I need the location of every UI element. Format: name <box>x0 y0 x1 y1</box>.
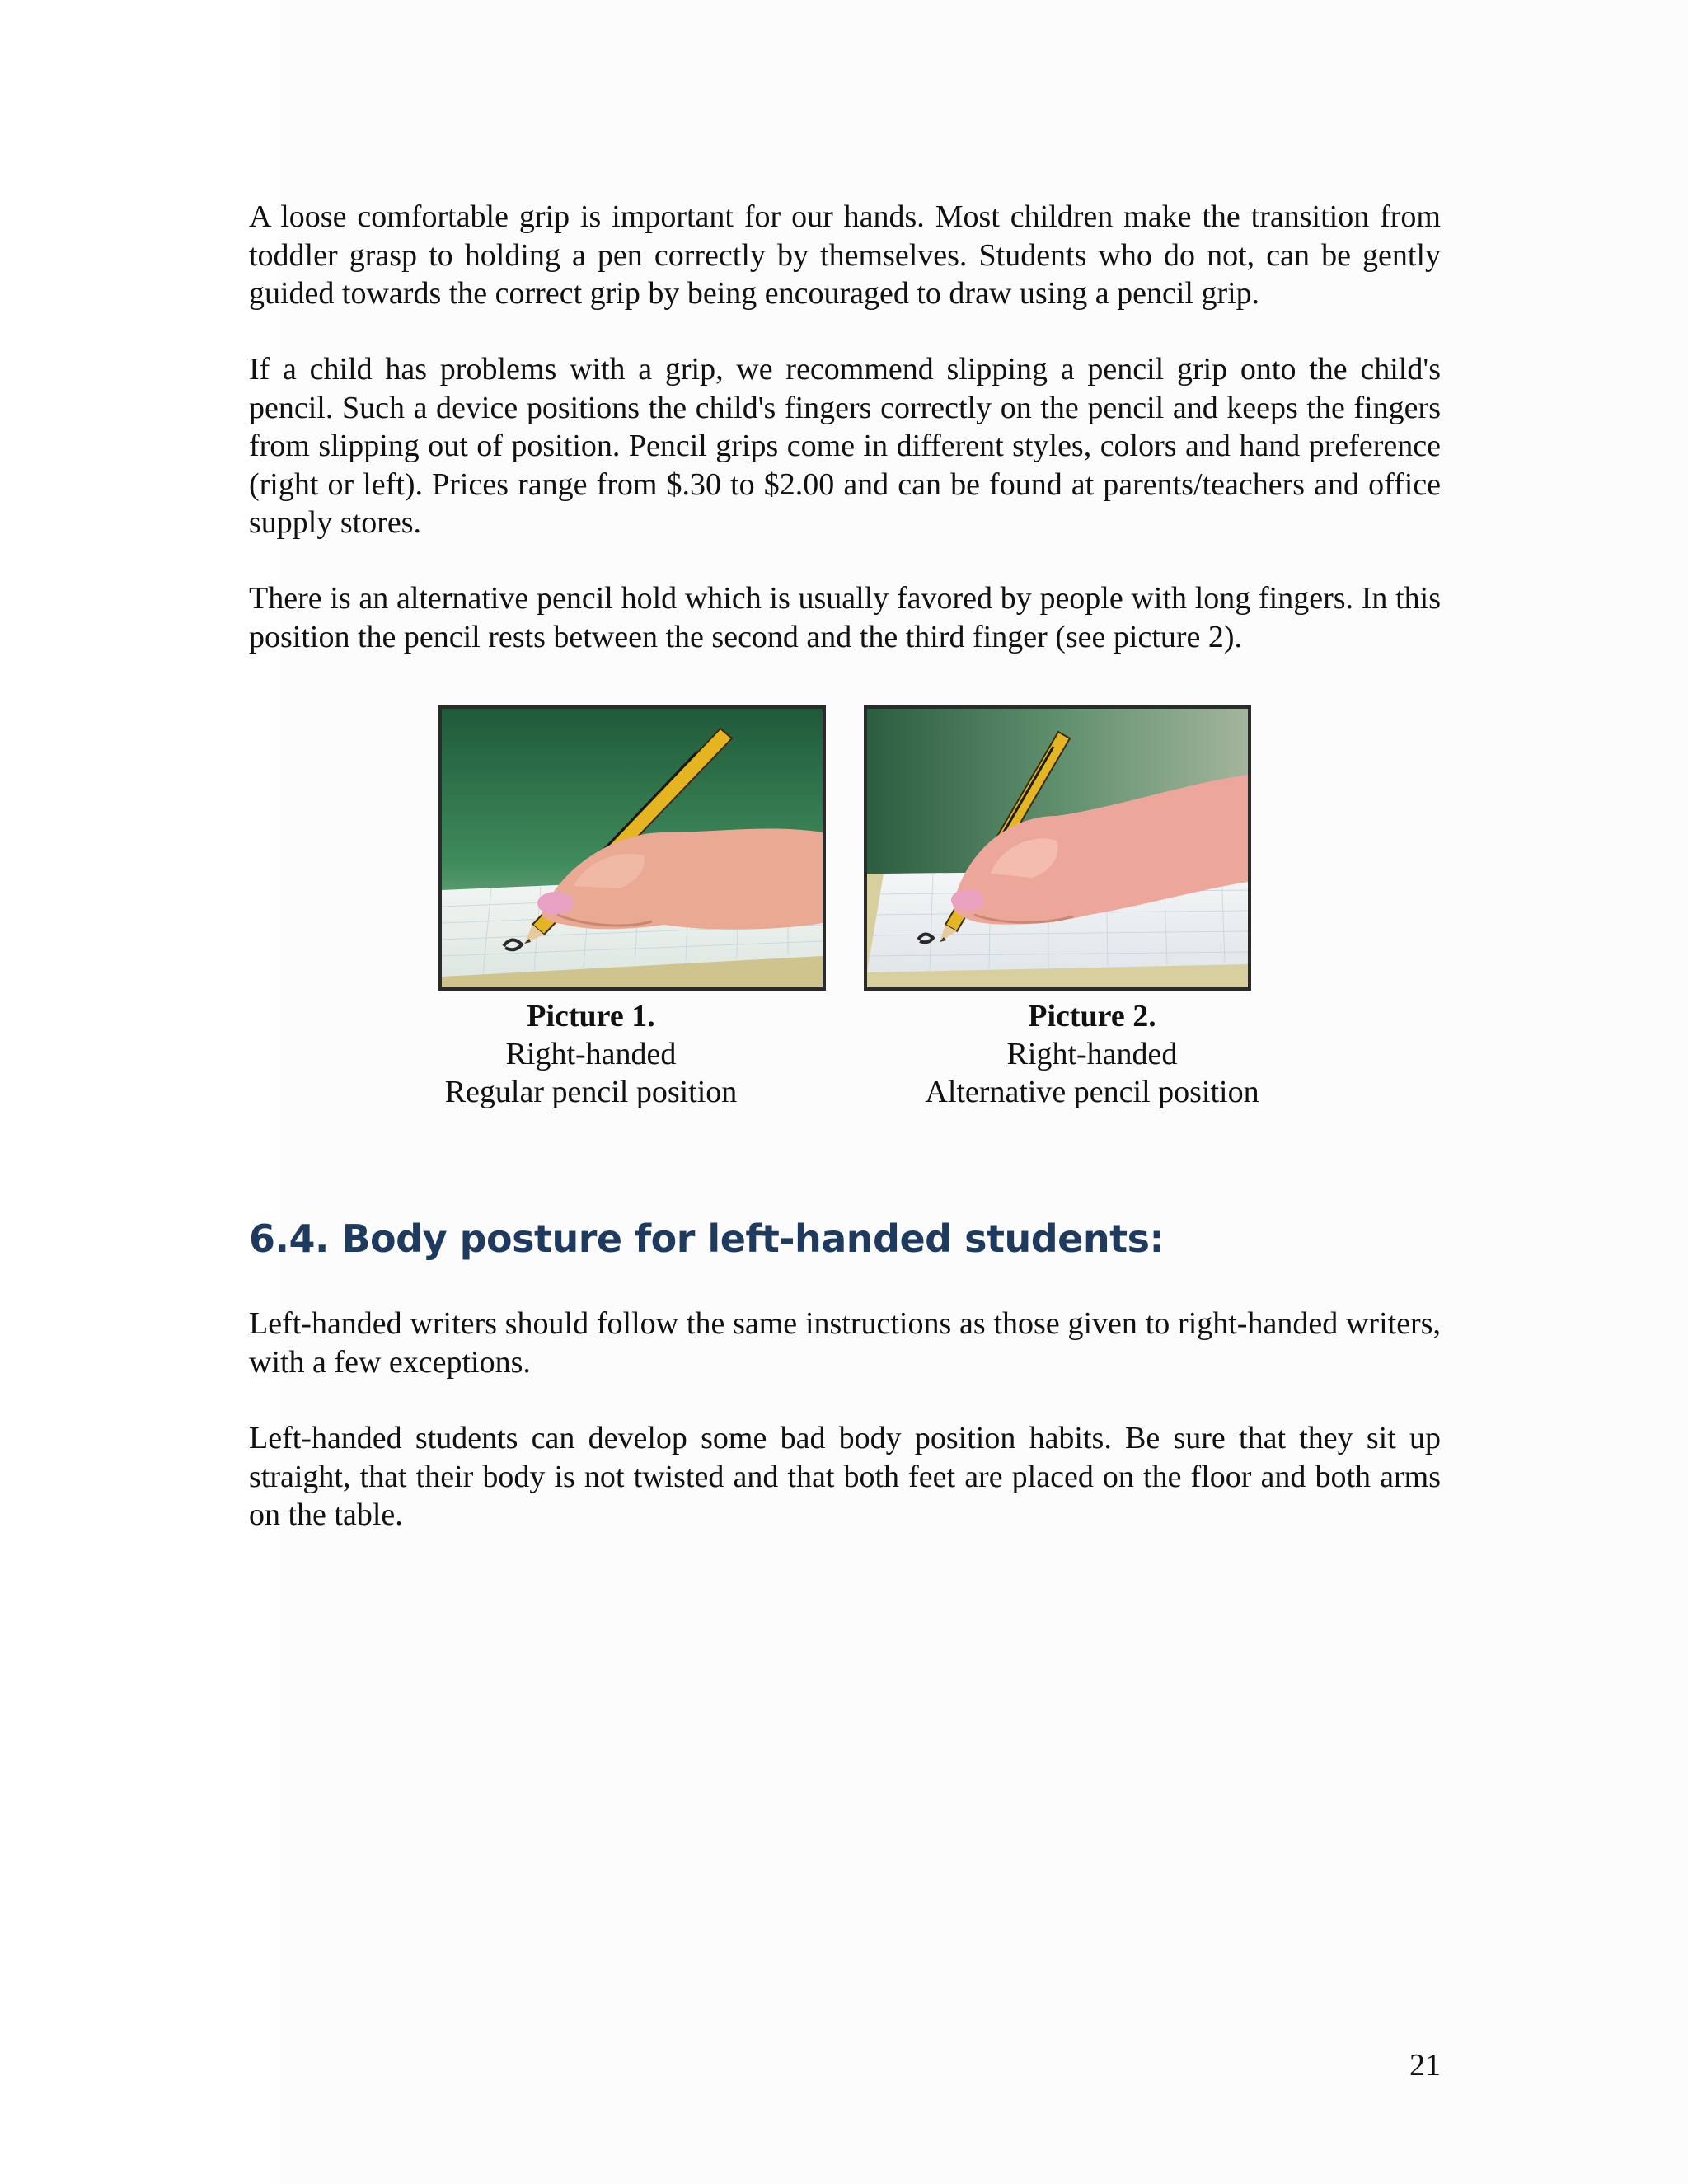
caption-handedness: Right-handed <box>1006 1037 1178 1071</box>
photo-regular-grip <box>438 705 826 991</box>
caption-description: Regular pencil position <box>444 1075 738 1109</box>
paragraph-pencil-grip-device: If a child has problems with a grip, we recommend slipping a pencil grip onto the child's pencil. Such a device positions the child's fingers correctly on the pencil and keeps the fingers from slipping out of position. Pencil grips come in different styles, colors and hand preference (right or left). Prices range from $.30 to $2.00 and can be found at parents/teachers and office supply stores. <box>249 352 1441 540</box>
caption-handedness: Right-handed <box>505 1037 677 1071</box>
paragraph-grip-intro: A loose comfortable grip is important for our hands. Most children make the transition from toddler grasp to holding a pen correctly by themselves. Students who do not, can be gently guided towards the correct grip by being encouraged to draw using a pencil grip. <box>249 199 1441 311</box>
hand-writing-illustration <box>867 709 1248 987</box>
caption-picture-2 <box>845 997 1339 1111</box>
caption-picture-1 <box>344 997 838 1111</box>
page-number: 21 <box>1409 2048 1441 2083</box>
photo-alternative-grip <box>864 705 1251 991</box>
caption-title: Picture 2. <box>1028 999 1156 1033</box>
paragraph-left-handed-instructions: Left-handed writers should follow the same instructions as those given to right-handed writers, with a few exceptions. <box>249 1306 1441 1380</box>
hand-writing-illustration <box>442 709 823 987</box>
paragraph-alternative-hold: There is an alternative pencil hold which is usually favored by people with long fingers. In this position the pencil rests between the second and the third finger (see picture 2). <box>249 581 1441 654</box>
caption-title: Picture 1. <box>527 999 655 1033</box>
section-heading: 6.4. Body posture for left-handed students: <box>249 1216 1165 1261</box>
caption-description: Alternative pencil position <box>925 1075 1259 1109</box>
paragraph-left-handed-posture: Left-handed students can develop some bad body position habits. Be sure that they sit up straight, that their body is not twisted and that both feet are placed on the floor and both arms on the table. <box>249 1421 1441 1532</box>
figure-regular-pencil-position <box>438 705 826 991</box>
figure-alternative-pencil-position <box>864 705 1251 991</box>
